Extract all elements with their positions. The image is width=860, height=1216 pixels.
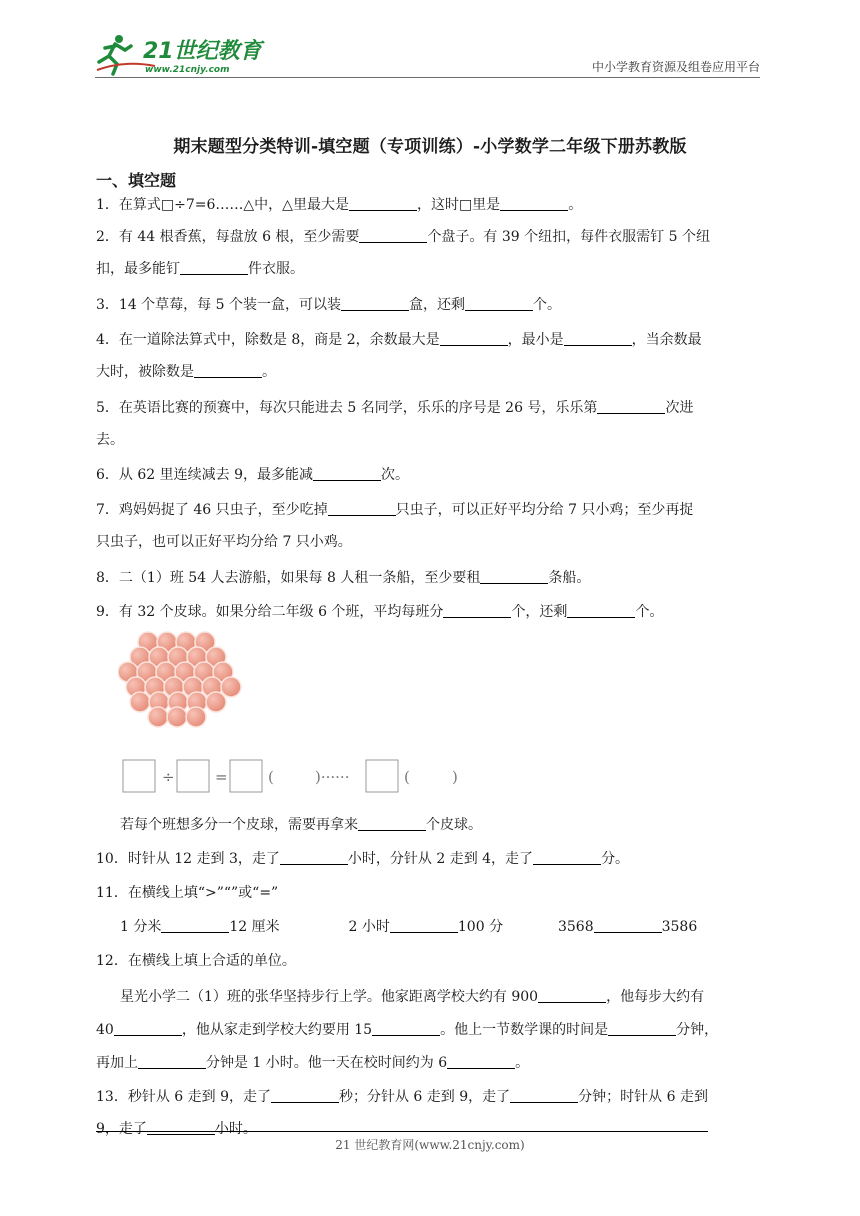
section-heading: 一、填空题 bbox=[96, 171, 177, 190]
division-equation bbox=[122, 758, 467, 794]
question-9-followup: 若每个班想多分一个皮球，需要再拿来 个皮球。 bbox=[96, 809, 790, 841]
answer-blank[interactable] bbox=[358, 813, 426, 831]
answer-blank[interactable] bbox=[147, 1117, 215, 1135]
question-12-line-1: 星光小学二（1）班的张华坚持步行上学。他家距离学校大约有 900 ，他每步大约有 bbox=[96, 981, 790, 1013]
question-7: 7．鸡妈妈捉了 46 只虫子，至少吃掉 只虫子，可以正好平均分给 7 只小鸡；至少再捉 只虫子，也可以正好平均分给 7 只小鸡。 bbox=[96, 494, 766, 558]
answer-blank[interactable] bbox=[567, 600, 635, 618]
right-paren: ) bbox=[452, 768, 458, 786]
equation-box[interactable] bbox=[123, 760, 155, 792]
answer-blank[interactable] bbox=[538, 985, 606, 1003]
question-9: 9．有 32 个皮球。如果分给二年级 6 个班，平均每班分 个，还剩 个。 bbox=[96, 596, 766, 628]
right-paren-remainder: )······ bbox=[315, 768, 350, 786]
question-11-items: 1 分米 12 厘米 2 小时 100 分 3568 3586 bbox=[96, 911, 790, 943]
question-2: 2．有 44 根香蕉，每盘放 6 根，至少需要 个盘子。有 39 个纽扣，每件衣服需钉 5 个纽 扣，最多能钉 件衣服。 bbox=[96, 221, 766, 285]
answer-blank[interactable] bbox=[533, 847, 601, 865]
question-13: 13．秒针从 6 走到 9，走了 秒；分针从 6 走到 9，走了 分钟；时针从 6 走到 9，走了 小时。 bbox=[96, 1081, 766, 1145]
header-platform-text: 中小学教育资源及组卷应用平台 bbox=[591, 60, 760, 74]
logo-url: www.21cnjy.com bbox=[145, 65, 230, 75]
answer-blank[interactable] bbox=[359, 225, 427, 243]
answer-blank[interactable] bbox=[564, 328, 632, 346]
answer-blank[interactable] bbox=[597, 396, 665, 414]
answer-blank[interactable] bbox=[341, 293, 409, 311]
equation-box[interactable] bbox=[366, 760, 398, 792]
answer-blank[interactable] bbox=[465, 293, 533, 311]
answer-blank[interactable] bbox=[510, 1085, 578, 1103]
document-title: 期末题型分类特训-填空题（专项训练）-小学数学二年级下册苏教版 bbox=[173, 137, 687, 157]
answer-blank[interactable] bbox=[328, 498, 396, 516]
answer-blank[interactable] bbox=[447, 1051, 515, 1069]
answer-blank[interactable] bbox=[349, 193, 417, 211]
answer-blank[interactable] bbox=[180, 257, 248, 275]
ball bbox=[167, 707, 187, 727]
question-3: 3．14 个草莓，每 5 个装一盒，可以装 盒，还剩 个。 bbox=[96, 289, 766, 321]
question-6: 6．从 62 里连续减去 9，最多能减 次。 bbox=[96, 459, 766, 491]
ball bbox=[186, 707, 206, 727]
question-5: 5．在英语比赛的预赛中，每次只能进去 5 名同学，乐乐的序号是 26 号，乐乐第 次进 去。 bbox=[96, 392, 766, 456]
answer-blank[interactable] bbox=[372, 1018, 440, 1036]
answer-blank[interactable] bbox=[500, 193, 568, 211]
footer-text: 21 世纪教育网(www.21cnjy.com) bbox=[335, 1138, 525, 1152]
answer-blank[interactable] bbox=[480, 566, 548, 584]
divide-sign: ÷ bbox=[162, 768, 175, 786]
left-paren: ( bbox=[404, 768, 410, 786]
answer-blank[interactable] bbox=[443, 600, 511, 618]
left-paren: ( bbox=[268, 768, 274, 786]
question-12-line-2: 40 ，他从家走到学校大约要用 15 。他上一节数学课的时间是 分钟， bbox=[96, 1014, 766, 1046]
answer-blank[interactable] bbox=[271, 1085, 339, 1103]
ball bbox=[148, 707, 168, 727]
logo-text: 21世纪教育 bbox=[143, 39, 262, 64]
answer-blank[interactable] bbox=[608, 1018, 676, 1036]
question-12: 12．在横线上填上合适的单位。 bbox=[96, 953, 296, 969]
question-4: 4．在一道除法算式中，除数是 8，商是 2，余数最大是 ，最小是 ，当余数最 大时，被除数是 。 bbox=[96, 324, 766, 388]
equation-box[interactable] bbox=[177, 760, 209, 792]
question-11: 11．在横线上填“>”“”或“=” bbox=[96, 885, 279, 901]
question-12-line-3: 再加上 分钟是 1 小时。他一天在校时间约为 6 。 bbox=[96, 1047, 766, 1079]
answer-blank[interactable] bbox=[313, 463, 381, 481]
equals-sign: = bbox=[215, 768, 228, 786]
question-10: 10．时针从 12 走到 3，走了 小时，分针从 2 走到 4，走了 分。 bbox=[96, 843, 766, 875]
ball bbox=[221, 677, 241, 697]
answer-blank[interactable] bbox=[390, 915, 458, 933]
answer-blank[interactable] bbox=[114, 1018, 182, 1036]
answer-blank[interactable] bbox=[194, 360, 262, 378]
question-8: 8．二（1）班 54 人去游船，如果每 8 人租一条船，至少要租 条船。 bbox=[96, 562, 766, 594]
footer-divider bbox=[96, 1131, 708, 1132]
logo bbox=[95, 30, 265, 76]
answer-blank[interactable] bbox=[280, 847, 348, 865]
answer-blank[interactable] bbox=[161, 915, 229, 933]
answer-blank[interactable] bbox=[440, 328, 508, 346]
balls-illustration bbox=[118, 630, 258, 730]
equation-box[interactable] bbox=[230, 760, 262, 792]
page-header bbox=[95, 30, 760, 78]
ball bbox=[130, 692, 150, 712]
header-divider bbox=[95, 77, 760, 78]
ball bbox=[206, 692, 226, 712]
answer-blank[interactable] bbox=[138, 1051, 206, 1069]
answer-blank[interactable] bbox=[594, 915, 662, 933]
question-1: 1．在算式□÷7=6……△中，△里最大是 ，这时□里是 。 bbox=[96, 189, 766, 221]
